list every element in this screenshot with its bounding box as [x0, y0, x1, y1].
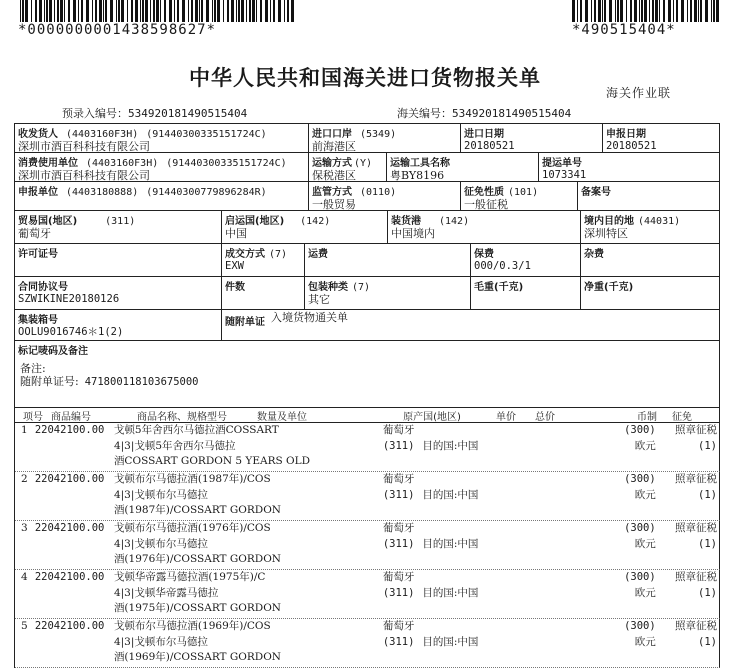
- col-goods-name: 商品名称、规格型号: [137, 411, 227, 423]
- currency-name: 欧元: [634, 586, 656, 599]
- port-loading-cell: 装货港 (142) 中国境内: [388, 211, 581, 243]
- supervision-cell: 监管方式 (0110) 一般贸易: [309, 182, 461, 210]
- goods-name-line: 酒COSSART GORDON 5 YEARS OLD: [113, 455, 311, 467]
- goods-name-line: 戈顿5年舍西尔马德拉酒COSSART: [113, 424, 279, 436]
- goods-name-line: 戈顿布尔马德拉酒(1987年)/COS: [113, 473, 271, 485]
- contract-cell: 合同协议号 SZWIKINE20180126: [15, 277, 222, 309]
- item-no: 3: [21, 522, 28, 534]
- consignee-cell: 收发货人 (4403160F3H) (91440300335151724C) 深圳市酒百科科技有限公司: [15, 124, 309, 152]
- goods-row: [15, 521, 720, 570]
- goods-name-line: 酒(1987年)/COSSART GORDON: [113, 504, 281, 516]
- goods-name-line: 4|3|戈顿华帝露马德拉: [113, 586, 219, 599]
- item-no: 5: [21, 620, 28, 632]
- barcode-right-number: *490515404*: [572, 22, 676, 38]
- currency-name: 欧元: [634, 537, 656, 550]
- attached-docs-cell: 随附单证 入境货物通关单: [222, 310, 720, 340]
- currency-code: (300): [624, 424, 656, 436]
- item-no: 1: [21, 424, 28, 436]
- origin: [383, 521, 423, 569]
- net-weight-cell: 净重(千克): [581, 277, 720, 309]
- record-no-cell: 备案号: [578, 182, 720, 210]
- tax-mode-code: (1): [698, 586, 717, 599]
- col-tax: 征免: [672, 411, 692, 423]
- hs-code: 22042100.00: [34, 571, 105, 583]
- destination-country: 目的国:中国: [422, 488, 479, 501]
- barcode-left: [20, 0, 298, 22]
- goods-name-line: 戈顿华帝露马德拉酒(1975年)/C: [113, 571, 266, 583]
- tax-mode: [656, 570, 719, 618]
- freight-cell: 运费: [305, 244, 471, 276]
- destination-country: 目的国:中国: [422, 537, 479, 550]
- tax-mode-name: 照章征税: [675, 571, 717, 583]
- origin-country: 葡萄牙: [382, 522, 415, 534]
- goods-name: [114, 521, 383, 569]
- col-item-no: 项号: [23, 411, 43, 423]
- hs-code: 22042100.00: [34, 473, 105, 485]
- origin-code: (311): [382, 635, 415, 648]
- origin: [383, 619, 423, 667]
- currency-code: (300): [624, 522, 656, 534]
- goods-name-line: 4|3|戈顿布尔马德拉: [113, 488, 208, 501]
- goods-row: [15, 570, 720, 619]
- currency-name: 欧元: [634, 488, 656, 501]
- origin-country: 葡萄牙: [382, 424, 415, 436]
- origin: [383, 472, 423, 520]
- office-copy-label: 海关作业联: [606, 86, 672, 100]
- item-no: 2: [21, 473, 28, 485]
- goods-name: [114, 619, 383, 667]
- goods-name: [114, 472, 383, 520]
- tax-mode: [656, 472, 719, 520]
- tax-mode: [656, 521, 719, 569]
- container-cell: 集装箱号 OOLU9016746＊1(2): [15, 310, 222, 340]
- tax-mode-code: (1): [698, 439, 717, 452]
- tax-mode-name: 照章征税: [675, 424, 717, 436]
- currency: [590, 619, 655, 667]
- origin-country: 葡萄牙: [382, 571, 415, 583]
- currency-name: 欧元: [634, 439, 656, 452]
- barcode-right: [572, 0, 722, 22]
- misc-fee-cell: 杂费: [581, 244, 720, 276]
- tax-mode-name: 照章征税: [675, 620, 717, 632]
- pack-type-cell: 包装种类 (7) 其它: [305, 277, 471, 309]
- goods-list: [15, 423, 720, 668]
- hs-code: 22042100.00: [34, 620, 105, 632]
- import-date-cell: 进口日期 20180521: [461, 124, 603, 152]
- trade-country-cell: 贸易国(地区) (311) 葡萄牙: [15, 211, 222, 243]
- bill-no-cell: 提运单号 1073341: [539, 153, 720, 181]
- origin-country: 葡萄牙: [382, 473, 415, 485]
- import-port-cell: 进口口岸 (5349) 前海港区: [309, 124, 461, 152]
- goods-name-line: 4|3|戈顿布尔马德拉: [113, 537, 208, 550]
- consumer-cell: 消费使用单位 (4403160F3H) (91440300335151724C) 深圳市酒百科科技有限公司: [15, 153, 309, 181]
- currency-code: (300): [624, 571, 656, 583]
- item-no: 4: [21, 571, 28, 583]
- tax-mode-code: (1): [698, 635, 717, 648]
- goods-row: [15, 423, 720, 472]
- goods-name-line: 4|3|戈顿布尔马德拉: [113, 635, 208, 648]
- origin-code: (311): [382, 439, 415, 452]
- pre-entry-number: 预录入编号：534920181490515404: [62, 107, 248, 120]
- tax-mode-code: (1): [698, 488, 717, 501]
- goods-name-line: 酒(1975年)/COSSART GORDON: [113, 602, 281, 614]
- tax-mode: [656, 423, 719, 471]
- origin-code: (311): [382, 488, 415, 501]
- customs-number: 海关编号：534920181490515404: [397, 107, 572, 120]
- currency-name: 欧元: [634, 635, 656, 648]
- tax-mode-name: 照章征税: [675, 473, 717, 485]
- origin-code: (311): [382, 537, 415, 550]
- goods-name-line: 酒(1969年)/COSSART GORDON: [113, 651, 281, 663]
- origin: [383, 423, 423, 471]
- goods-name-line: 戈顿布尔马德拉酒(1969年)/COS: [113, 620, 271, 632]
- document-title: 中华人民共和国海关进口货物报关单: [189, 66, 541, 90]
- declare-date-cell: 申报日期 20180521: [603, 124, 720, 152]
- declarer-cell: 申报单位 (4403180888) (91440300779896284R): [15, 182, 309, 210]
- goods-name-line: 戈顿布尔马德拉酒(1976年)/COS: [113, 522, 271, 534]
- goods-row: [15, 619, 720, 668]
- currency: [590, 521, 655, 569]
- currency-code: (300): [624, 620, 656, 632]
- col-origin: 原产国(地区): [403, 411, 461, 423]
- col-quantity: 数量及单位: [257, 411, 307, 423]
- goods-name-line: 4|3|戈顿5年舍西尔马德拉: [113, 439, 236, 452]
- barcode-left-number: *0000000001438598627*: [18, 22, 217, 38]
- goods-name-line: 酒(1976年)/COSSART GORDON: [113, 553, 281, 565]
- goods-name: [114, 570, 383, 618]
- origin-country-cell: 启运国(地区) (142) 中国: [222, 211, 388, 243]
- origin-country: 葡萄牙: [382, 620, 415, 632]
- deal-mode-cell: 成交方式 (7) EXW: [222, 244, 305, 276]
- goods-name: [114, 423, 383, 471]
- marks-cell: 标记唛码及备注 备注: 随附单证号: 471800118103675000: [15, 341, 720, 407]
- origin-code: (311): [382, 586, 415, 599]
- tax-mode: [656, 619, 719, 667]
- license-cell: 许可证号: [15, 244, 222, 276]
- gross-weight-cell: 毛重(千克): [471, 277, 581, 309]
- tax-mode-name: 照章征税: [675, 522, 717, 534]
- col-unit-price: 单价: [496, 411, 516, 423]
- col-currency: 币制: [637, 411, 657, 423]
- transport-mode-cell: 运输方式 (Y) 保税港区: [309, 153, 387, 181]
- destination-country: 目的国:中国: [422, 635, 479, 648]
- origin: [383, 570, 423, 618]
- insurance-cell: 保费 000/0.3/1: [471, 244, 581, 276]
- col-total-price: 总价: [535, 411, 555, 423]
- currency: [590, 472, 655, 520]
- transport-tool-cell: 运输工具名称 粤BY8196: [387, 153, 539, 181]
- destination-country: 目的国:中国: [422, 439, 479, 452]
- hs-code: 22042100.00: [34, 522, 105, 534]
- currency-code: (300): [624, 473, 656, 485]
- goods-row: [15, 472, 720, 521]
- goods-header: [15, 408, 720, 423]
- destination-cell: 境内目的地 (44031) 深圳特区: [581, 211, 720, 243]
- packages-cell: 件数: [222, 277, 305, 309]
- destination-country: 目的国:中国: [422, 586, 479, 599]
- declaration-grid: [14, 123, 720, 668]
- col-hs-code: 商品编号: [51, 411, 91, 423]
- currency: [590, 570, 655, 618]
- hs-code: 22042100.00: [34, 424, 105, 436]
- currency: [590, 423, 655, 471]
- tax-mode-code: (1): [698, 537, 717, 550]
- tax-nature-cell: 征免性质 (101) 一般征税: [461, 182, 578, 210]
